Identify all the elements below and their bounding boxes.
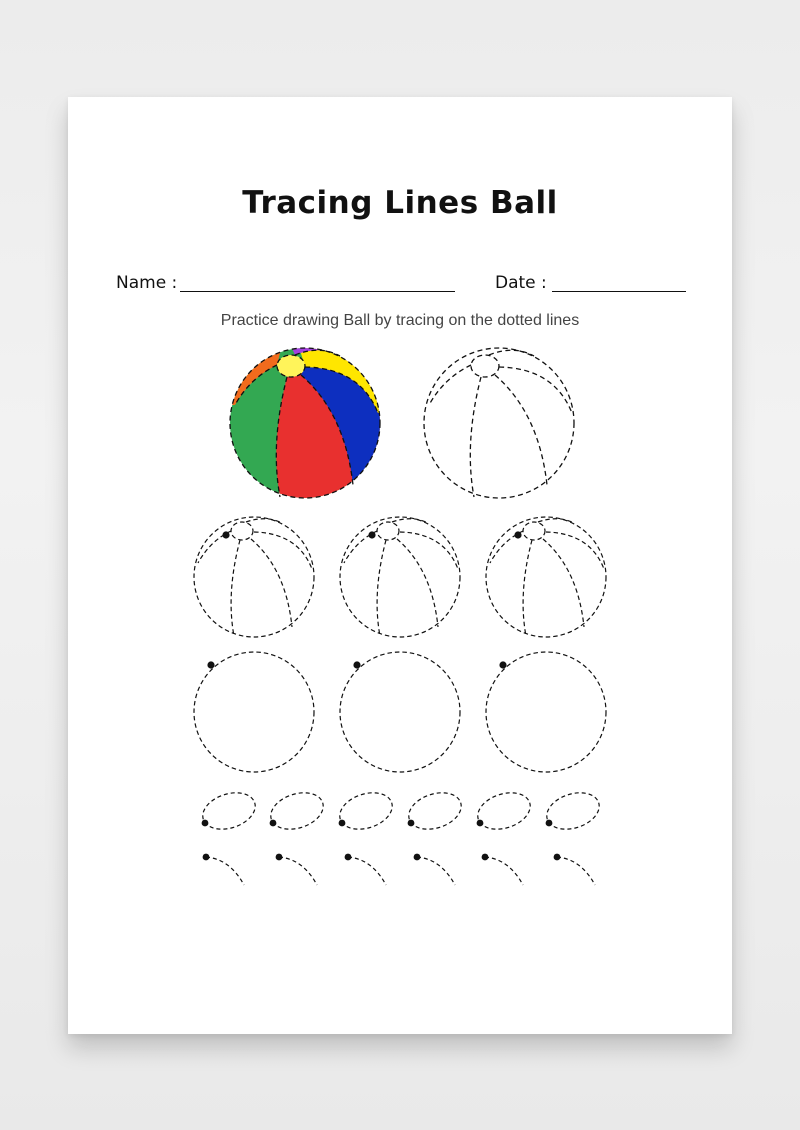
worksheet-page: [68, 97, 732, 1034]
oval-trace-2: [266, 786, 328, 835]
arc-trace-5: [482, 854, 523, 885]
arc-trace-2: [276, 854, 317, 885]
example-ball-icon: [215, 333, 395, 503]
circle-trace-1: [194, 652, 314, 772]
arc-trace-1: [203, 854, 244, 885]
arc-trace-3: [345, 854, 386, 885]
outline-ball-icon: [424, 348, 574, 498]
oval-trace-1: [198, 786, 260, 835]
start-dot-icon: [368, 531, 375, 538]
page-title: Tracing Lines Ball: [242, 185, 558, 221]
oval-trace-5: [473, 786, 535, 835]
ball-trace-1: [194, 517, 314, 637]
oval-trace-4: [404, 786, 466, 835]
instructions-text: Practice drawing Ball by tracing on the dotted lines: [220, 312, 580, 329]
ball-trace-3: [486, 517, 606, 637]
oval-trace-3: [335, 786, 397, 835]
oval-trace-6: [542, 786, 604, 835]
ball-trace-2: [340, 517, 460, 637]
arc-trace-6: [554, 854, 595, 885]
tracing-artwork: [68, 97, 732, 1034]
name-label: Name :: [116, 273, 178, 293]
start-dot-icon: [514, 531, 521, 538]
start-dot-icon: [222, 531, 229, 538]
arc-trace-4: [414, 854, 455, 885]
circle-trace-3: [486, 652, 606, 772]
date-label: Date :: [495, 273, 547, 293]
circle-trace-2: [340, 652, 460, 772]
